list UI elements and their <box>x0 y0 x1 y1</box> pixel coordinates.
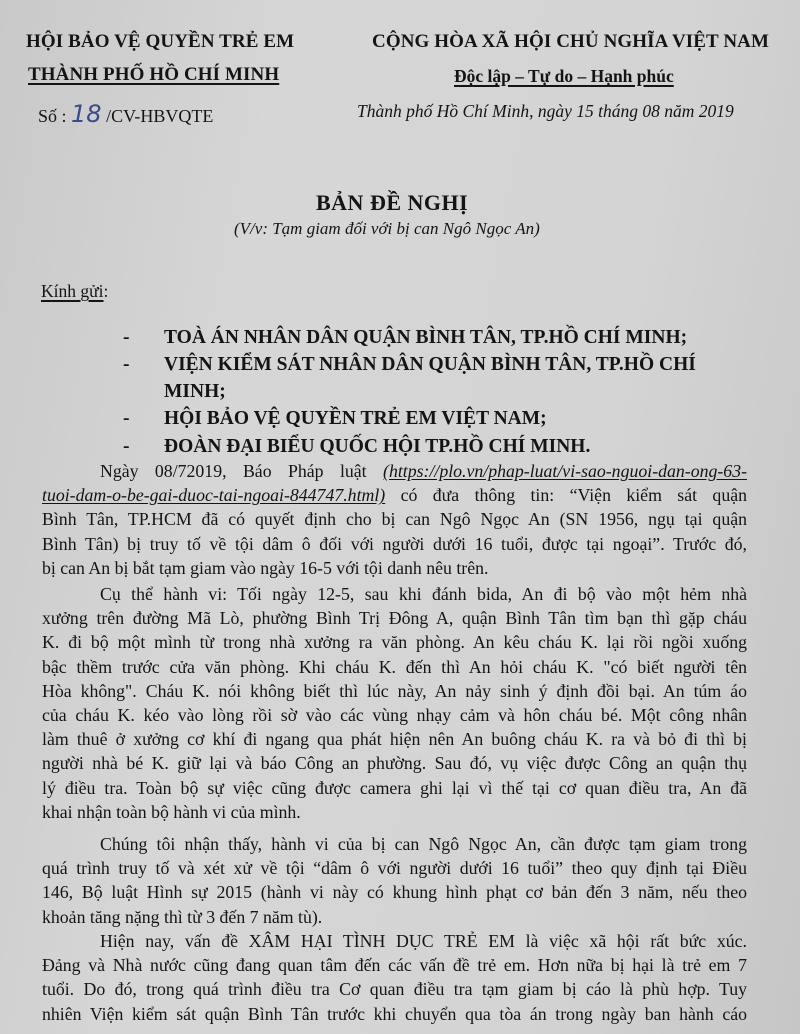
para-line: làm thuê ở xưởng cơ khí đi ngang qua phát hiện nên An buông cháu K. ra và bỏ đi thì bị <box>42 729 747 750</box>
recipients-label-text: Kính gửi <box>41 281 104 301</box>
article-link-cont[interactable]: tuoi-dam-o-be-gai-duoc-tai-ngoai-844747.html) <box>42 485 386 506</box>
para-line: Bình Tân) bị truy tố về tội dâm ô đối với người dưới 16 tuổi, được tại ngoại”. Trước đó, <box>42 533 747 554</box>
bullet-dash: - <box>123 436 130 457</box>
document-title: BẢN ĐỀ NGHỊ <box>316 190 469 215</box>
para-line: Hiện nay, vấn đề XÂM HẠI TÌNH DỤC TRẺ EM là việc xã hội rất bức xúc. <box>100 931 747 951</box>
org-name-line1: HỘI BẢO VỆ QUYỀN TRẺ EM <box>26 31 295 52</box>
text: Ngày 08/72019, Báo Pháp luật <box>100 461 384 481</box>
para-line: Cụ thể hành vi: Tối ngày 12-5, sau khi đánh bida, An đi bộ vào một hẻm nhà <box>100 584 747 604</box>
article-link[interactable]: (https://plo.vn/phap-luat/vi-sao-nguoi-dan-ong-63- <box>383 461 747 481</box>
para-line: nhiên Viện kiểm sát quận Bình Tân trước khi chuyển qua tòa án trong ngày ban hành cáo <box>42 1003 747 1024</box>
para-line: 146, Bộ luật Hình sự 2015 (hành vi này có khung hình phạt cơ bản đến 3 năm, nếu theo <box>42 882 747 903</box>
recipient-item <box>123 436 591 458</box>
para-line: xưởng trên đường Mã Lò, phường Bình Trị Đông A, quận Bình Tân tìm bạn thì gặp cháu <box>42 608 747 629</box>
para-line: Hòa không". Cháu K. nói không biết thì lúc này, An nảy sinh ý định đồi bại. An túm áo <box>42 680 747 701</box>
para-line: K. đi bộ một mình từ trong nhà xưởng ra văn phòng. An kêu cháu K. lại rồi ngồi xuống <box>42 632 747 653</box>
para-line: lý điều tra. Toàn bộ sự việc cũng được camera ghi lại vì thế tại cơ quan điều tra, An đã <box>42 777 747 798</box>
recipient-item <box>123 354 696 376</box>
document-subject: (V/v: Tạm giam đối với bị can Ngô Ngọc An) <box>234 219 540 238</box>
paragraph-news-source <box>42 459 747 580</box>
recipient-item <box>123 327 688 349</box>
nation-motto: Độc lập – Tự do – Hạnh phúc <box>454 66 674 86</box>
bullet-dash: - <box>123 354 130 375</box>
recipients-colon: : <box>103 281 109 301</box>
para-line: khoản tăng nặng thì từ 3 đến 7 năm tù). <box>42 906 323 927</box>
doc-number-prefix: Số : <box>38 106 67 126</box>
text: có đưa thông tin: “Viện kiểm sát quận <box>385 485 747 506</box>
para-line: Bình Tân, TP.HCM đã có quyết định cho bị can Ngô Ngọc An (SN 1956, ngụ tại quận <box>42 509 747 530</box>
recipient-text: TOÀ ÁN NHÂN DÂN QUẬN BÌNH TÂN, TP.HỒ CHÍ MINH; <box>164 327 688 348</box>
recipient-text: HỘI BẢO VỆ QUYỀN TRẺ EM VIỆT NAM; <box>164 408 547 429</box>
para-line: của cháu K. kéo vào lòng rồi sờ vào các vùng nhạy cảm và hôn cháu bé. Một công nhân <box>42 705 747 726</box>
org-name-line2: THÀNH PHỐ HỒ CHÍ MINH <box>28 64 280 85</box>
doc-number-handwritten: 18 <box>71 100 102 128</box>
para-line: khai nhận toàn bộ hành vi của mình. <box>42 801 301 822</box>
para-line: người nhà bé K. giữ lại và báo Công an phường. Sau đó, vụ việc được Công an quận thụ <box>42 753 747 774</box>
para-line: bậc thềm trước cửa văn phòng. Khi cháu K. đến thì An hỏi cháu K. "có biết người tên <box>42 656 747 677</box>
bullet-dash: - <box>123 408 130 429</box>
paragraph-incident <box>42 582 747 824</box>
paragraph-assessment <box>42 832 747 929</box>
doc-number-suffix: /CV-HBVQTE <box>106 106 214 126</box>
bullet-dash: - <box>123 327 130 348</box>
para-line: tuổi. Do đó, trong quá trình điều tra Cơ quan điều tra tạm giam bị cáo là phù hợp. Tuy <box>42 979 747 1000</box>
para-line: bị can An bị bắt tạm giam vào ngày 16-5 với tội danh nêu trên. <box>42 557 489 578</box>
para-line <box>42 459 747 483</box>
recipient-item-continuation: MINH; <box>164 381 226 402</box>
document-number <box>38 100 213 128</box>
para-line: Chúng tôi nhận thấy, hành vi của bị can Ngô Ngọc An, cần được tạm giam trong <box>100 834 747 854</box>
para-line: Đảng và Nhà nước cũng đang quan tâm đến các vấn đề trẻ em. Hơn nữa bị hại là trẻ em 7 <box>42 955 747 976</box>
recipient-text: VIỆN KIỂM SÁT NHÂN DÂN QUẬN BÌNH TÂN, TP.HỒ CHÍ <box>164 354 696 375</box>
recipients-label <box>41 281 108 302</box>
para-line: quá trình truy tố và xét xử về tội “dâm ô với người dưới 16 tuổi” theo quy định tại Điều <box>42 858 747 879</box>
nation-title: CỘNG HÒA XÃ HỘI CHỦ NGHĨA VIỆT NAM <box>372 31 769 52</box>
recipient-item <box>123 408 547 430</box>
place-date: Thành phố Hồ Chí Minh, ngày 15 tháng 08 năm 2019 <box>357 101 734 121</box>
recipient-text: ĐOÀN ĐẠI BIỂU QUỐC HỘI TP.HỒ CHÍ MINH. <box>164 436 591 457</box>
para-line <box>42 483 747 507</box>
paragraph-current-situation <box>42 929 747 1026</box>
